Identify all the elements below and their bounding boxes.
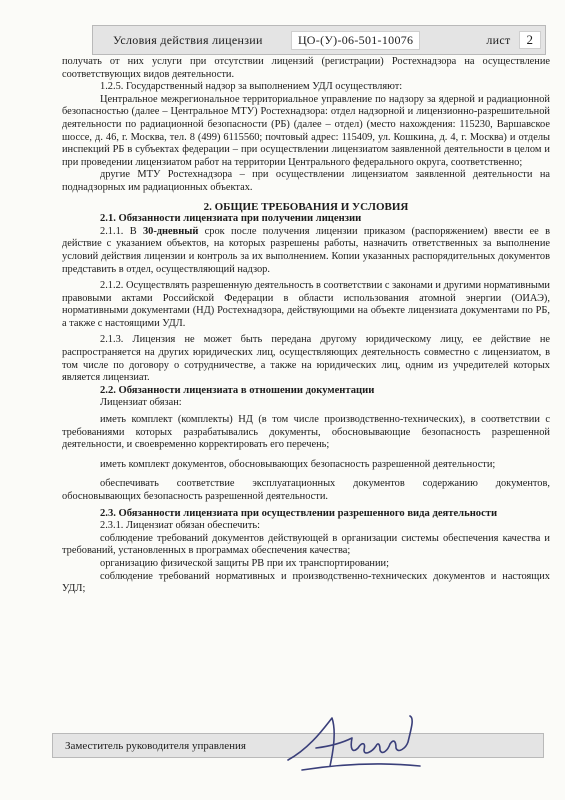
header-bar [92, 25, 546, 55]
paragraph-quality-system: соблюдение требований документов действующей в организации системы обеспечения качества и требований, установленных в программах обеспечения качества; [62, 532, 550, 557]
paragraph-doc-set: иметь комплект документов, обосновывающих безопасность разрешенной деятельности; [100, 458, 496, 470]
paragraph-1-2-5: 1.2.5. Государственный надзор за выполнением УДЛ осуществляют: [100, 81, 403, 93]
subsection-2-3-title: 2.3. Обязанности лицензиата при осуществлении разрешенного вида деятельности [100, 507, 498, 519]
paragraph-nd-set: иметь комплект (комплекты) НД (в том числе производственно-технических), в соответствии с требованиями которых разрабатывались документы, обосновывающие безопасность разрешенной деятельности, и своевременно корректировать его перечень; [62, 414, 550, 451]
text-span: срок после получения лицензии приказом (распоряжением) ввести ее в действие с указанием объектов, на которых разрешены работы, назначить ответственных за выполнение условий действия лицензии и контроль за их выполнением. Копии указанных распорядительных документов представить в отдел, осуществляющий надзор. [62, 225, 550, 275]
paragraph-2-3-1: 2.3.1. Лицензиат обязан обеспечить: [100, 520, 261, 532]
paragraph-other-mtu: другие МТУ Ростехнадзора – при осуществлении лицензиатом заявленной деятельности на поднадзорных им радиационных объектах. [62, 169, 550, 193]
sheet-number: 2 [519, 31, 542, 49]
signatory-title: Заместитель руководителя управления [65, 739, 246, 752]
paragraph-central-mtu: Центральное межрегиональное территориальное управление по надзору за ядерной и радиационной безопасностью (далее – Центральное МТУ) Ростехнадзора: отдел надзорной и лицензионно-разрешительной деятельности по радиационной безопасности (РБ) (далее – отдел) (место нахождения: 115230, Варшавское шоссе, д. 46, г. Москва, тел. 8 (499) 6115560; почтовый адрес: 115409, ул. Кошкина, д. 4, г. Москва) и отделы инспекций РБ в субъектах федерации – при осуществлении лицензиатом заявленной деятельности в целом и при проведении лицензиатом работ на территории Центрального федерального округа, соответственно; [62, 93, 550, 168]
subsection-2-2-title: 2.2. Обязанности лицензиата в отношении документации [100, 384, 375, 396]
paragraph-2-1-1 [62, 226, 550, 276]
bold-term: 30-дневный [142, 225, 199, 237]
paragraph-2-1-3: 2.1.3. Лицензия не может быть передана другому юридическому лицу, ее действие не распространяется на других юридических лиц, осуществляющих деятельность совместно с лицензиатом, в том числе по договору о сотрудничестве, а также на юридических лиц, одним из учредителей которых является лицензиат. [62, 334, 550, 384]
handwritten-signature [280, 708, 430, 780]
sheet-label: лист [486, 32, 511, 47]
paragraph-operational-docs: обеспечивать соответствие эксплуатационных документов содержанию документов, обосновывающих безопасность разрешенной деятельности. [62, 478, 550, 502]
header-title: Условия действия лицензии [113, 32, 263, 47]
paragraph-2-1-2: 2.1.2. Осуществлять разрешенную деятельность в соответствии с законами и другими нормативными правовыми актами Российской Федерации в области использования атомной энергии (ОИАЭ), нормативными документами (НД) Ростехнадзора, действующими на объекте лицензиата документами по РБ, а также с настоящими УДЛ. [62, 280, 550, 329]
text-span: 2.1.1. В [100, 225, 143, 237]
section-2-title: 2. ОБЩИЕ ТРЕБОВАНИЯ И УСЛОВИЯ [203, 200, 409, 213]
paragraph: получать от них услуги при отсутствии лицензий (регистрации) Ростехнадзора на осуществление соответствующих видов деятельности. [62, 56, 550, 80]
license-number: ЦО-(У)-06-501-10076 [291, 31, 420, 50]
paragraph-normative-docs: соблюдение требований нормативных и производственно-технических документов и настоящих УДЛ; [62, 570, 550, 595]
paragraph-physical-protection: организацию физической защиты РВ при их транспортировании; [100, 557, 389, 569]
document-body [62, 56, 550, 596]
subsection-2-1-title: 2.1. Обязанности лицензиата при получении лицензии [100, 213, 362, 225]
paragraph-licensee-obliged: Лицензиат обязан: [100, 397, 182, 409]
